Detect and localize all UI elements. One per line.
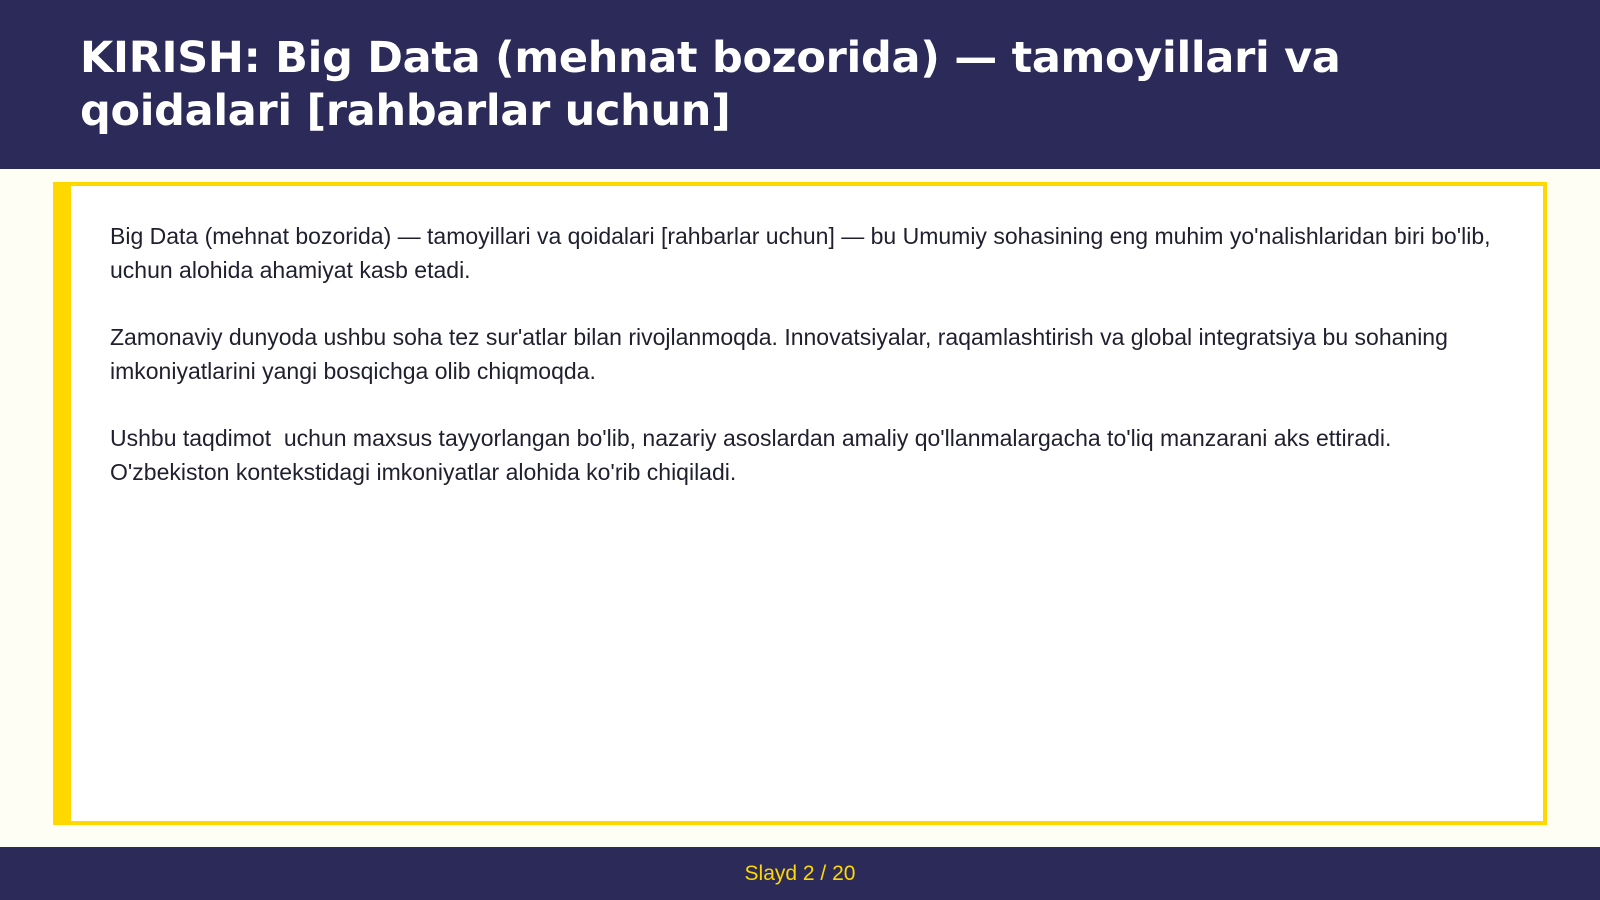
slide-counter: Slayd 2 / 20 bbox=[744, 861, 856, 885]
content-card bbox=[53, 182, 1547, 825]
development-paragraph: Zamonaviy dunyoda ushbu soha tez sur'atlar bilan rivojlanmoqda. Innovatsiyalar, raqamlashtirish va global integratsiya bu sohaning imkoniyatlarini yangi bosqichga olib chiqmoqda. bbox=[110, 324, 1455, 384]
presentation-paragraph: Ushbu taqdimot uchun maxsus tayyorlangan bo'lib, nazariy asoslardan amaliy qo'llanmalargacha to'liq manzarani aks ettiradi. O'zbekiston kontekstidagi imkoniyatlar alohida ko'rib chiqiladi. bbox=[110, 425, 1398, 485]
slide-header bbox=[0, 0, 1600, 169]
slide-footer bbox=[0, 847, 1600, 900]
slide-title: KIRISH: Big Data (mehnat bozorida) — tamoyillari va qoidalari [rahbarlar uchun] bbox=[80, 33, 1341, 136]
intro-paragraph: Big Data (mehnat bozorida) — tamoyillari va qoidalari [rahbarlar uchun] — bu Umumiy sohasining eng muhim yo'nalishlaridan biri bo'lib, uchun alohida ahamiyat kasb etadi. bbox=[110, 223, 1504, 283]
